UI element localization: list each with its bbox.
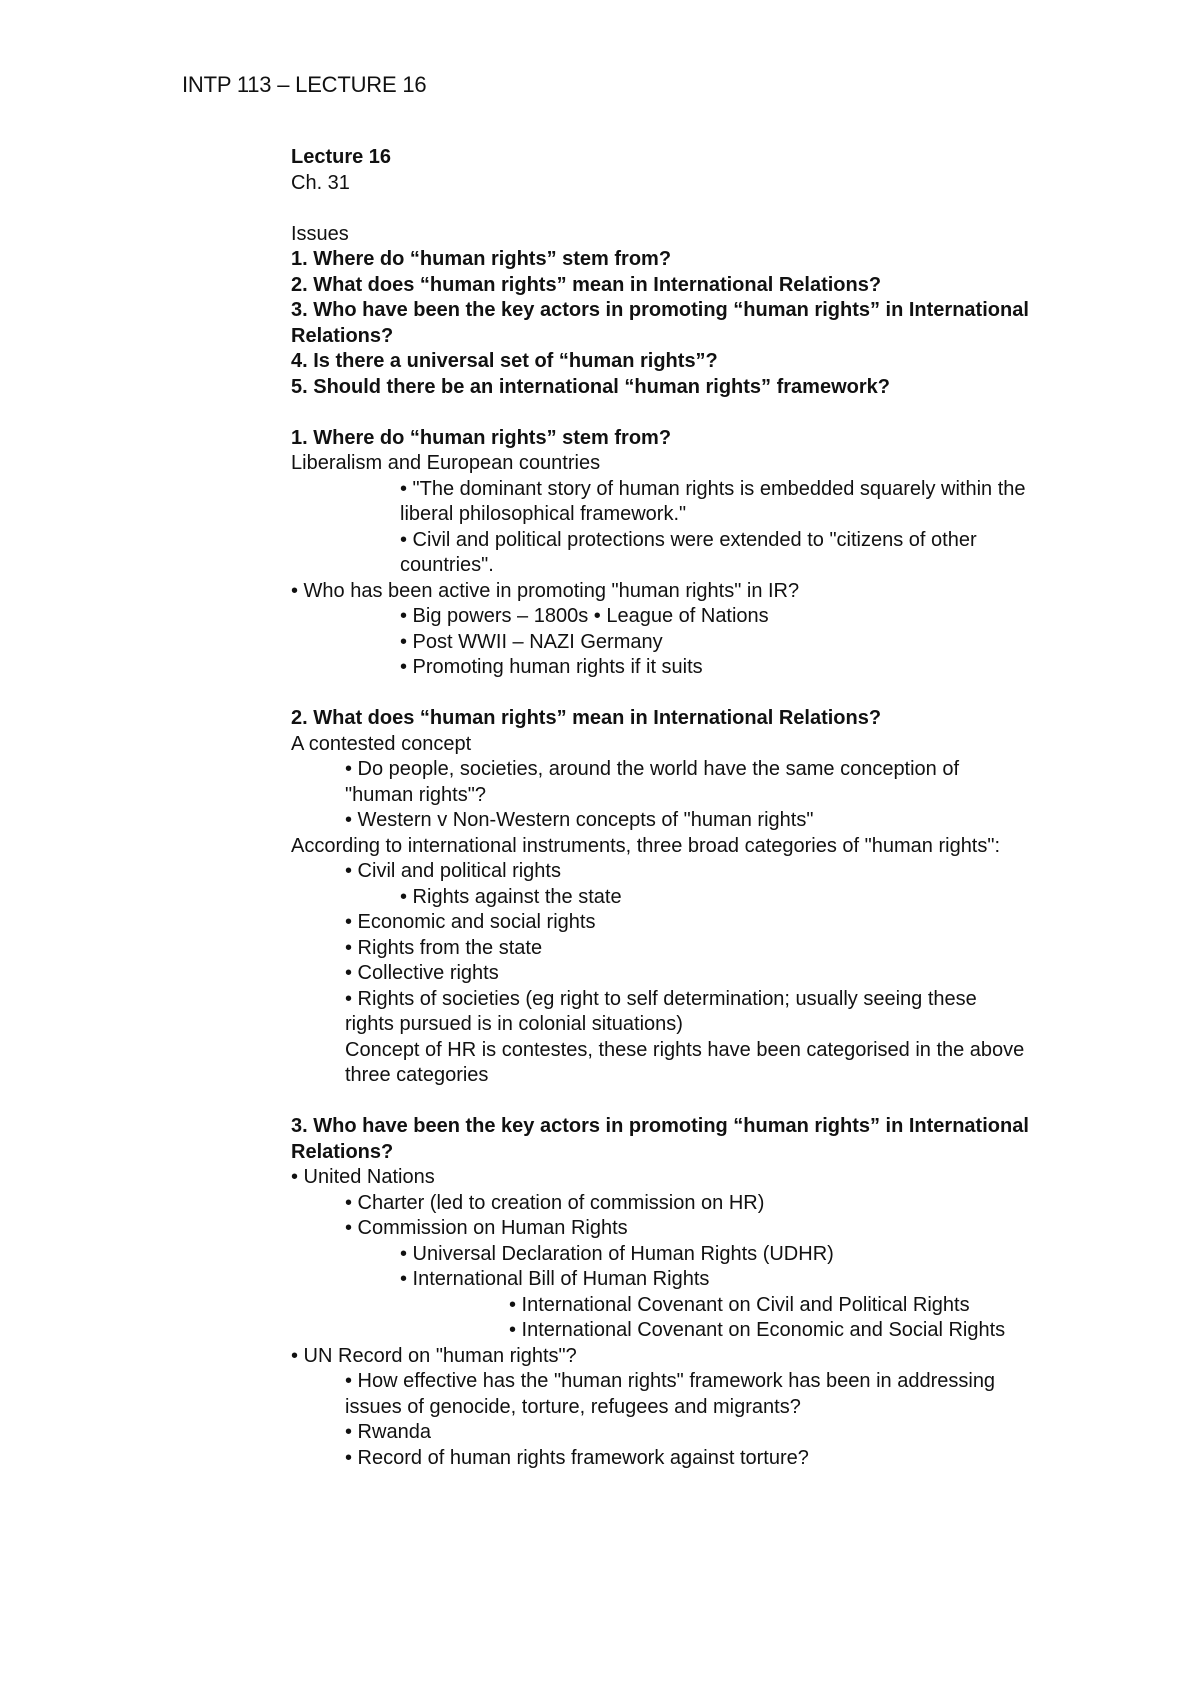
- bullet-item: • Western v Non-Western concepts of "human rights": [345, 809, 814, 831]
- heading-line: 5. Should there be an international “human rights” framework?: [291, 375, 890, 398]
- bullet-item: • Universal Declaration of Human Rights (UDHR): [400, 1242, 834, 1265]
- bullet-item: • Rights against the state: [400, 885, 622, 908]
- bullet-item: • "The dominant story of human rights is embedded squarely within the liberal philosophical framework.": [400, 477, 1032, 525]
- bullet-item: • Economic and social rights: [345, 911, 596, 933]
- text-line: Concept of HR is contestes, these rights have been categorised in the above three categories: [345, 1038, 1030, 1086]
- document-header: INTP 113 – LECTURE 16: [182, 72, 427, 97]
- heading-line: 1. Where do “human rights” stem from?: [291, 426, 672, 449]
- bullet-item: • Commission on Human Rights: [345, 1217, 628, 1239]
- text-line: Liberalism and European countries: [291, 452, 601, 474]
- bullet-item: • Collective rights: [345, 962, 499, 984]
- text-line: Ch. 31: [291, 171, 350, 194]
- text-line: A contested concept: [291, 732, 472, 755]
- bullet-item: • Do people, societies, around the world have the same conception of "human rights"?: [345, 758, 965, 806]
- heading-line: 2. What does “human rights” mean in International Relations?: [291, 273, 882, 296]
- bullet-item: • Who has been active in promoting "human rights" in IR?: [291, 579, 800, 602]
- bullet-item: • Charter (led to creation of commission on HR): [345, 1191, 765, 1214]
- bullet-item: • Rights from the state: [345, 936, 543, 959]
- blank-line: [291, 196, 1031, 222]
- heading-line: 1. Where do “human rights” stem from?: [291, 248, 672, 270]
- bullet-item: • International Bill of Human Rights: [400, 1268, 710, 1290]
- bullet-item: • Rwanda: [345, 1421, 431, 1443]
- bullet-item: • United Nations: [291, 1166, 435, 1188]
- text-line: Issues: [291, 222, 349, 245]
- bullet-item: • Record of human rights framework against torture?: [345, 1446, 809, 1469]
- bullet-item: • International Covenant on Civil and Political Rights: [509, 1293, 970, 1316]
- bullet-item: • Civil and political protections were extended to "citizens of other countries".: [400, 528, 983, 576]
- heading-line: 4. Is there a universal set of “human rights”?: [291, 350, 718, 372]
- bullet-item: • Post WWII – NAZI Germany: [400, 630, 663, 653]
- lecture-notes: [291, 145, 1035, 1471]
- heading-line: 3. Who have been the key actors in promoting “human rights” in International Relations?: [291, 299, 1035, 347]
- heading-line: 2. What does “human rights” mean in International Relations?: [291, 707, 882, 729]
- text-line: According to international instruments, three broad categories of "human rights":: [291, 834, 1001, 857]
- bullet-item: • Civil and political rights: [345, 860, 561, 882]
- bullet-item: • Big powers – 1800s • League of Nations: [400, 605, 769, 627]
- heading-line: Lecture 16: [291, 146, 392, 168]
- bullet-item: • International Covenant on Economic and Social Rights: [509, 1319, 1006, 1341]
- blank-line: [291, 400, 1031, 426]
- bullet-item: • Promoting human rights if it suits: [400, 656, 703, 678]
- heading-line: 3. Who have been the key actors in promoting “human rights” in International Relations?: [291, 1115, 1035, 1163]
- bullet-item: • UN Record on "human rights"?: [291, 1344, 577, 1367]
- bullet-item: • How effective has the "human rights" framework has been in addressing issues of genocide, torture, refugees and migrants?: [345, 1370, 1001, 1418]
- blank-line: [291, 681, 1031, 707]
- blank-line: [291, 1089, 1031, 1115]
- bullet-item: • Rights of societies (eg right to self determination; usually seeing these rights pursued is in colonial situations): [345, 987, 983, 1035]
